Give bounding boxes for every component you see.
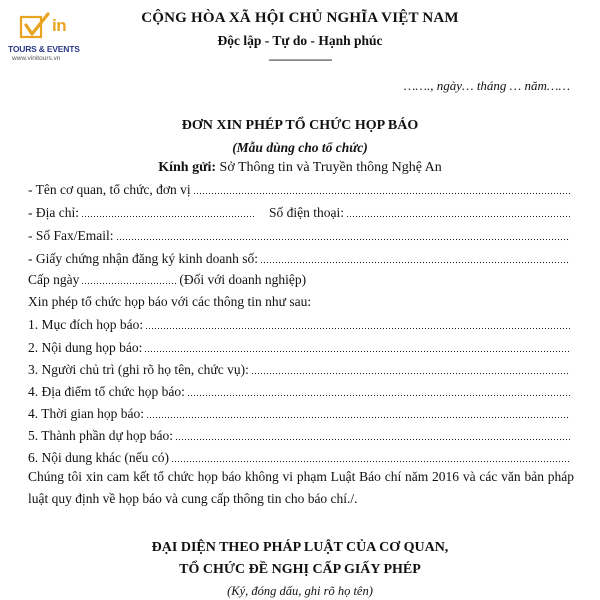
fill-line bbox=[81, 215, 255, 218]
fill-line bbox=[81, 282, 177, 285]
date-line: ……., ngày… tháng … năm…… bbox=[403, 78, 570, 93]
logo-url: www.vinitours.vn bbox=[12, 55, 61, 62]
motto-underline: --------------------- bbox=[268, 52, 332, 66]
list-item bbox=[28, 406, 572, 422]
fill-line bbox=[251, 372, 570, 375]
fill-line bbox=[146, 416, 570, 419]
list-item bbox=[28, 384, 572, 400]
signature-heading-line2: TỔ CHỨC ĐỀ NGHỊ CẤP GIẤY PHÉP bbox=[179, 562, 421, 577]
fill-line bbox=[187, 394, 570, 397]
field-fax-email bbox=[28, 228, 572, 244]
recipient-value: Sở Thông tin và Truyền thông Nghệ An bbox=[219, 160, 442, 175]
commitment-paragraph: Chúng tôi xin cam kết tổ chức họp báo không vi phạm Luật Báo chí năm 2016 và các văn bản pháp luật quy định về họp báo và cung cấp thông tin cho báo chí./. bbox=[28, 469, 574, 506]
national-motto: Độc lập - Tự do - Hạnh phúc bbox=[217, 33, 383, 48]
list-item bbox=[28, 362, 572, 378]
signature-heading-line1: ĐẠI DIỆN THEO PHÁP LUẬT CỦA CƠ QUAN, bbox=[151, 540, 449, 555]
recipient-label: Kính gửi: bbox=[158, 160, 217, 175]
list-item-label: 3. Người chủ trì (ghi rõ họ tên, chức vụ): bbox=[28, 362, 249, 377]
fill-line bbox=[260, 261, 570, 264]
fill-line bbox=[171, 460, 570, 463]
list-item-label: 4. Địa điểm tổ chức họp báo: bbox=[28, 384, 185, 399]
nation-heading: CỘNG HÒA XÃ HỘI CHỦ NGHĨA VIỆT NAM bbox=[141, 10, 459, 26]
signature-instruction: (Ký, đóng dấu, ghi rõ họ tên) bbox=[227, 584, 373, 598]
list-item-label: 5. Thành phần dự họp báo: bbox=[28, 428, 174, 443]
field-org-name-label: - Tên cơ quan, tổ chức, đơn vị bbox=[28, 182, 191, 197]
field-address-label: - Địa chỉ: bbox=[28, 205, 79, 220]
list-item bbox=[28, 450, 572, 466]
list-item-label: 1. Mục đích họp báo: bbox=[28, 317, 144, 332]
list-item-label: 6. Nội dung khác (nếu có) bbox=[28, 450, 169, 465]
field-issue-note: (Đối với doanh nghiệp) bbox=[179, 272, 307, 287]
fill-line bbox=[346, 215, 570, 218]
field-issue-date bbox=[28, 272, 306, 288]
list-item bbox=[28, 428, 572, 444]
field-issue-date-label: Cấp ngày bbox=[28, 272, 80, 287]
list-item bbox=[28, 317, 572, 333]
field-business-cert-label: - Giấy chứng nhận đăng ký kinh doanh số: bbox=[28, 251, 259, 266]
list-item bbox=[28, 340, 572, 356]
recipient-line bbox=[0, 160, 600, 176]
form-subtitle: (Mẫu dùng cho tổ chức) bbox=[232, 140, 368, 155]
field-org-name bbox=[28, 182, 572, 198]
logo-tagline: TOURS & EVENTS bbox=[8, 44, 80, 54]
fill-line bbox=[116, 238, 571, 241]
fill-line bbox=[145, 327, 570, 330]
field-address-phone bbox=[28, 205, 572, 221]
list-item-label: 4. Thời gian họp báo: bbox=[28, 406, 145, 421]
form-title: ĐƠN XIN PHÉP TỔ CHỨC HỌP BÁO bbox=[181, 118, 419, 133]
field-phone-label: Số điện thoại: bbox=[268, 205, 344, 220]
field-business-cert bbox=[28, 251, 572, 267]
field-fax-email-label: - Số Fax/Email: bbox=[28, 228, 114, 243]
intro-label: Xin phép tổ chức họp báo với các thông tin như sau: bbox=[28, 294, 312, 309]
fill-line bbox=[144, 350, 570, 353]
fill-line bbox=[193, 192, 570, 195]
list-item-label: 2. Nội dung họp báo: bbox=[28, 340, 143, 355]
fill-line bbox=[175, 438, 570, 441]
logo-wordmark: in bbox=[52, 16, 67, 35]
intro-text bbox=[28, 294, 572, 310]
